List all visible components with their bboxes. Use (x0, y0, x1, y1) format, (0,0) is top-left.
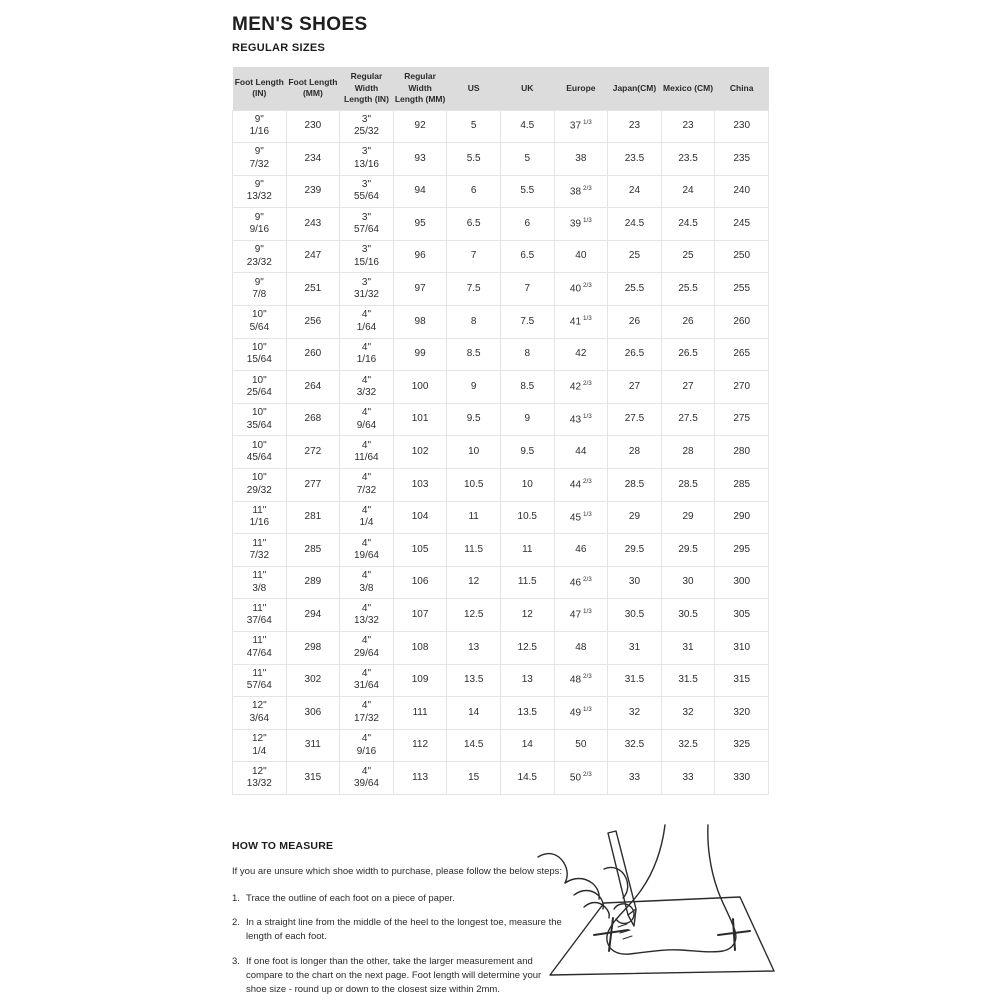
table-cell: 14.5 (447, 729, 501, 762)
step-text: If one foot is longer than the other, take the larger measurement and compare to the chart on the next page. Foot length will determine your shoe size - round up or down to the closest size within 2mm. (246, 955, 542, 996)
table-cell: 6.5 (447, 208, 501, 241)
table-cell: 31 (608, 632, 662, 665)
table-cell: 33 (608, 762, 662, 795)
table-cell: 7 (447, 240, 501, 273)
table-cell: 95 (393, 208, 447, 241)
table-cell: 9" 23/32 (233, 240, 287, 273)
table-cell: 108 (393, 632, 447, 665)
paper-outline (550, 897, 774, 975)
table-cell: 285 (286, 534, 340, 567)
column-header: Europe (554, 67, 608, 110)
fraction-superscript: 1/3 (583, 217, 592, 225)
table-cell: 300 (715, 566, 769, 599)
table-cell: 3" 57/64 (340, 208, 394, 241)
table-cell: 13 (447, 632, 501, 665)
table-cell: 23.5 (608, 143, 662, 176)
step-item (232, 955, 564, 998)
table-cell: 264 (286, 371, 340, 404)
table-cell: 99 (393, 338, 447, 371)
table-cell: 290 (715, 501, 769, 534)
table-row (233, 240, 769, 273)
table-cell: 13 (500, 664, 554, 697)
table-cell: 4" 29/64 (340, 632, 394, 665)
table-row (233, 273, 769, 306)
table-cell: 44 (554, 436, 608, 469)
fraction-superscript: 2/3 (583, 477, 592, 485)
table-row (233, 469, 769, 502)
size-table-header-row (233, 67, 769, 110)
table-cell: 13.5 (447, 664, 501, 697)
table-cell: 9" 1/16 (233, 110, 287, 143)
page-subtitle: REGULAR SIZES (232, 42, 326, 54)
table-cell: 11" 57/64 (233, 664, 287, 697)
table-cell: 5.5 (447, 143, 501, 176)
table-cell: 294 (286, 599, 340, 632)
table-cell: 3" 55/64 (340, 175, 394, 208)
table-cell: 32.5 (661, 729, 715, 762)
table-cell: 38 (554, 143, 608, 176)
table-cell: 4" 1/4 (340, 501, 394, 534)
table-cell: 12 (500, 599, 554, 632)
table-cell: 255 (715, 273, 769, 306)
table-cell: 12" 13/32 (233, 762, 287, 795)
table-cell: 93 (393, 143, 447, 176)
table-cell: 6.5 (500, 240, 554, 273)
column-header: Regular Width Length (IN) (340, 67, 394, 110)
table-row (233, 729, 769, 762)
table-cell: 247 (286, 240, 340, 273)
table-cell: 25 (661, 240, 715, 273)
column-header: Foot Length (IN) (233, 67, 287, 110)
table-cell: 6 (500, 208, 554, 241)
table-cell: 6 (447, 175, 501, 208)
table-row (233, 762, 769, 795)
table-cell: 330 (715, 762, 769, 795)
table-cell: 10 (500, 469, 554, 502)
fraction-superscript: 1/3 (583, 608, 592, 616)
hand-finger-3 (584, 903, 609, 919)
table-cell: 4" 31/64 (340, 664, 394, 697)
table-cell: 26.5 (608, 338, 662, 371)
step-number: 1. (232, 892, 240, 904)
step-item (232, 916, 564, 945)
table-cell: 25.5 (608, 273, 662, 306)
column-header: UK (500, 67, 554, 110)
table-cell: 46 $^{2/3}$ (554, 566, 608, 599)
table-cell: 31.5 (661, 664, 715, 697)
table-cell: 23 (608, 110, 662, 143)
table-cell: 98 (393, 306, 447, 339)
table-row (233, 208, 769, 241)
table-row (233, 306, 769, 339)
table-cell: 4" 13/32 (340, 599, 394, 632)
step-text: In a straight line from the middle of the heel to the longest toe, measure the length of each foot. (246, 917, 562, 943)
table-cell: 10" 35/64 (233, 403, 287, 436)
table-cell: 298 (286, 632, 340, 665)
table-cell: 268 (286, 403, 340, 436)
table-row (233, 110, 769, 143)
foot-tracing-illustration (534, 823, 784, 995)
column-header: Regular Width Length (MM) (393, 67, 447, 110)
table-cell: 113 (393, 762, 447, 795)
how-to-steps (232, 892, 564, 998)
table-cell: 240 (715, 175, 769, 208)
table-cell: 29 (661, 501, 715, 534)
table-cell: 38 $^{2/3}$ (554, 175, 608, 208)
step-number: 3. (232, 955, 240, 967)
table-cell: 295 (715, 534, 769, 567)
table-cell: 112 (393, 729, 447, 762)
table-cell: 3" 31/32 (340, 273, 394, 306)
table-cell: 4" 11/64 (340, 436, 394, 469)
table-cell: 12.5 (447, 599, 501, 632)
table-cell: 4" 9/64 (340, 403, 394, 436)
table-cell: 45 $^{1/3}$ (554, 501, 608, 534)
table-cell: 47 $^{1/3}$ (554, 599, 608, 632)
table-cell: 310 (715, 632, 769, 665)
table-cell: 245 (715, 208, 769, 241)
table-cell: 3" 13/16 (340, 143, 394, 176)
table-cell: 10" 45/64 (233, 436, 287, 469)
table-row (233, 664, 769, 697)
table-cell: 325 (715, 729, 769, 762)
table-cell: 10" 15/64 (233, 338, 287, 371)
table-cell: 3" 15/16 (340, 240, 394, 273)
table-cell: 26.5 (661, 338, 715, 371)
table-cell: 107 (393, 599, 447, 632)
table-cell: 256 (286, 306, 340, 339)
table-cell: 4.5 (500, 110, 554, 143)
fraction-superscript: 1/3 (583, 706, 592, 714)
table-cell: 4" 1/64 (340, 306, 394, 339)
table-cell: 5.5 (500, 175, 554, 208)
table-row (233, 338, 769, 371)
table-cell: 9" 9/16 (233, 208, 287, 241)
table-cell: 28 (608, 436, 662, 469)
table-cell: 92 (393, 110, 447, 143)
table-cell: 32 (661, 697, 715, 730)
table-cell: 111 (393, 697, 447, 730)
fraction-superscript: 2/3 (583, 575, 592, 583)
table-cell: 49 $^{1/3}$ (554, 697, 608, 730)
table-cell: 26 (661, 306, 715, 339)
table-cell: 11" 47/64 (233, 632, 287, 665)
table-cell: 272 (286, 436, 340, 469)
table-cell: 270 (715, 371, 769, 404)
table-cell: 96 (393, 240, 447, 273)
table-cell: 24 (608, 175, 662, 208)
table-cell: 30.5 (661, 599, 715, 632)
table-cell: 4" 3/32 (340, 371, 394, 404)
table-cell: 230 (286, 110, 340, 143)
table-cell: 5 (500, 143, 554, 176)
table-cell: 12" 1/4 (233, 729, 287, 762)
table-cell: 23.5 (661, 143, 715, 176)
table-cell: 30 (608, 566, 662, 599)
table-cell: 11 (500, 534, 554, 567)
table-cell: 101 (393, 403, 447, 436)
table-cell: 28 (661, 436, 715, 469)
table-cell: 285 (715, 469, 769, 502)
table-cell: 281 (286, 501, 340, 534)
column-header: Japan(CM) (608, 67, 662, 110)
table-cell: 23 (661, 110, 715, 143)
table-cell: 97 (393, 273, 447, 306)
table-cell: 31 (661, 632, 715, 665)
hand-finger-1 (565, 879, 599, 900)
table-cell: 250 (715, 240, 769, 273)
fraction-superscript: 2/3 (583, 184, 592, 192)
table-cell: 9" 7/8 (233, 273, 287, 306)
table-cell: 9.5 (447, 403, 501, 436)
table-cell: 25 (608, 240, 662, 273)
column-header: Foot Length (MM) (286, 67, 340, 110)
table-cell: 302 (286, 664, 340, 697)
table-cell: 109 (393, 664, 447, 697)
table-cell: 29 (608, 501, 662, 534)
page-title: MEN'S SHOES (232, 14, 368, 35)
table-cell: 28.5 (608, 469, 662, 502)
table-cell: 28.5 (661, 469, 715, 502)
fraction-superscript: 1/3 (583, 412, 592, 420)
table-cell: 48 $^{2/3}$ (554, 664, 608, 697)
table-row (233, 143, 769, 176)
table-cell: 10.5 (500, 501, 554, 534)
table-cell: 7.5 (500, 306, 554, 339)
table-cell: 8 (500, 338, 554, 371)
fraction-superscript: 2/3 (583, 282, 592, 290)
table-cell: 9 (500, 403, 554, 436)
table-cell: 26 (608, 306, 662, 339)
table-cell: 24 (661, 175, 715, 208)
table-cell: 9" 7/32 (233, 143, 287, 176)
table-cell: 24.5 (608, 208, 662, 241)
table-cell: 4" 3/8 (340, 566, 394, 599)
table-cell: 44 $^{2/3}$ (554, 469, 608, 502)
fraction-superscript: 2/3 (583, 673, 592, 681)
table-cell: 43 $^{1/3}$ (554, 403, 608, 436)
table-row (233, 697, 769, 730)
table-cell: 39 $^{1/3}$ (554, 208, 608, 241)
how-to-heading: HOW TO MEASURE (232, 840, 334, 852)
table-cell: 42 $^{2/3}$ (554, 371, 608, 404)
table-cell: 11" 37/64 (233, 599, 287, 632)
table-cell: 27 (608, 371, 662, 404)
table-cell: 265 (715, 338, 769, 371)
table-cell: 37 $^{1/3}$ (554, 110, 608, 143)
hand-thumb (604, 867, 628, 898)
foot-outline (607, 825, 736, 954)
table-cell: 12" 3/64 (233, 697, 287, 730)
table-cell: 260 (715, 306, 769, 339)
table-cell: 11" 1/16 (233, 501, 287, 534)
table-cell: 8 (447, 306, 501, 339)
table-cell: 306 (286, 697, 340, 730)
table-row (233, 436, 769, 469)
table-cell: 11.5 (447, 534, 501, 567)
table-cell: 50 (554, 729, 608, 762)
table-cell: 10.5 (447, 469, 501, 502)
table-cell: 4" 7/32 (340, 469, 394, 502)
fraction-superscript: 1/3 (583, 314, 592, 322)
table-cell: 13.5 (500, 697, 554, 730)
table-row (233, 175, 769, 208)
fraction-superscript: 2/3 (583, 771, 592, 779)
column-header: US (447, 67, 501, 110)
table-cell: 10 (447, 436, 501, 469)
step-text: Trace the outline of each foot on a piece of paper. (246, 892, 455, 904)
table-cell: 315 (715, 664, 769, 697)
table-row (233, 403, 769, 436)
table-cell: 4" 39/64 (340, 762, 394, 795)
table-cell: 104 (393, 501, 447, 534)
table-cell: 29.5 (608, 534, 662, 567)
table-cell: 32 (608, 697, 662, 730)
table-cell: 24.5 (661, 208, 715, 241)
table-cell: 25.5 (661, 273, 715, 306)
table-cell: 7 (500, 273, 554, 306)
table-cell: 50 $^{2/3}$ (554, 762, 608, 795)
heel-mark (718, 919, 750, 950)
table-cell: 234 (286, 143, 340, 176)
table-cell: 8.5 (500, 371, 554, 404)
table-cell: 12 (447, 566, 501, 599)
table-cell: 7.5 (447, 273, 501, 306)
table-cell: 102 (393, 436, 447, 469)
table-cell: 11" 3/8 (233, 566, 287, 599)
size-table-body (233, 110, 769, 794)
table-cell: 230 (715, 110, 769, 143)
table-cell: 3" 25/32 (340, 110, 394, 143)
column-header: China (715, 67, 769, 110)
table-cell: 14.5 (500, 762, 554, 795)
table-cell: 40 (554, 240, 608, 273)
table-row (233, 501, 769, 534)
table-cell: 30 (661, 566, 715, 599)
table-cell: 41 $^{1/3}$ (554, 306, 608, 339)
table-cell: 30.5 (608, 599, 662, 632)
table-cell: 280 (715, 436, 769, 469)
table-cell: 9 (447, 371, 501, 404)
how-to-intro: If you are unsure which shoe width to purchase, please follow the below steps: (232, 866, 563, 877)
table-cell: 31.5 (608, 664, 662, 697)
table-cell: 275 (715, 403, 769, 436)
table-cell: 260 (286, 338, 340, 371)
table-cell: 33 (661, 762, 715, 795)
table-cell: 277 (286, 469, 340, 502)
table-cell: 8.5 (447, 338, 501, 371)
table-cell: 15 (447, 762, 501, 795)
table-cell: 14 (447, 697, 501, 730)
table-cell: 320 (715, 697, 769, 730)
table-cell: 11" 7/32 (233, 534, 287, 567)
step-item (232, 892, 564, 906)
table-cell: 311 (286, 729, 340, 762)
fraction-superscript: 1/3 (583, 510, 592, 518)
table-cell: 243 (286, 208, 340, 241)
table-cell: 106 (393, 566, 447, 599)
table-cell: 40 $^{2/3}$ (554, 273, 608, 306)
table-cell: 14 (500, 729, 554, 762)
table-cell: 305 (715, 599, 769, 632)
table-cell: 10" 25/64 (233, 371, 287, 404)
how-to-section (232, 840, 564, 1007)
table-cell: 289 (286, 566, 340, 599)
table-cell: 32.5 (608, 729, 662, 762)
table-cell: 46 (554, 534, 608, 567)
size-table (232, 67, 769, 795)
foot-tracing-svg (534, 823, 784, 995)
table-cell: 12.5 (500, 632, 554, 665)
step-number: 2. (232, 917, 240, 929)
table-cell: 315 (286, 762, 340, 795)
hand-fingertip (614, 904, 634, 924)
table-cell: 10" 29/32 (233, 469, 287, 502)
table-cell: 48 (554, 632, 608, 665)
table-cell: 27.5 (661, 403, 715, 436)
fraction-superscript: 1/3 (583, 119, 592, 127)
table-cell: 100 (393, 371, 447, 404)
table-row (233, 599, 769, 632)
table-cell: 4" 19/64 (340, 534, 394, 567)
table-cell: 5 (447, 110, 501, 143)
table-row (233, 632, 769, 665)
table-cell: 9" 13/32 (233, 175, 287, 208)
table-cell: 105 (393, 534, 447, 567)
table-cell: 27 (661, 371, 715, 404)
table-cell: 42 (554, 338, 608, 371)
table-cell: 11 (447, 501, 501, 534)
fraction-superscript: 2/3 (583, 380, 592, 388)
table-cell: 235 (715, 143, 769, 176)
table-cell: 4" 9/16 (340, 729, 394, 762)
table-cell: 11.5 (500, 566, 554, 599)
table-row (233, 566, 769, 599)
size-table-head (233, 67, 769, 110)
table-cell: 9.5 (500, 436, 554, 469)
table-cell: 4" 17/32 (340, 697, 394, 730)
table-cell: 251 (286, 273, 340, 306)
table-cell: 94 (393, 175, 447, 208)
table-cell: 4" 1/16 (340, 338, 394, 371)
column-header: Mexico (CM) (661, 67, 715, 110)
table-cell: 103 (393, 469, 447, 502)
table-cell: 239 (286, 175, 340, 208)
hand-outline (538, 854, 567, 883)
table-cell: 27.5 (608, 403, 662, 436)
table-row (233, 371, 769, 404)
table-row (233, 534, 769, 567)
table-cell: 10" 5/64 (233, 306, 287, 339)
table-cell: 29.5 (661, 534, 715, 567)
